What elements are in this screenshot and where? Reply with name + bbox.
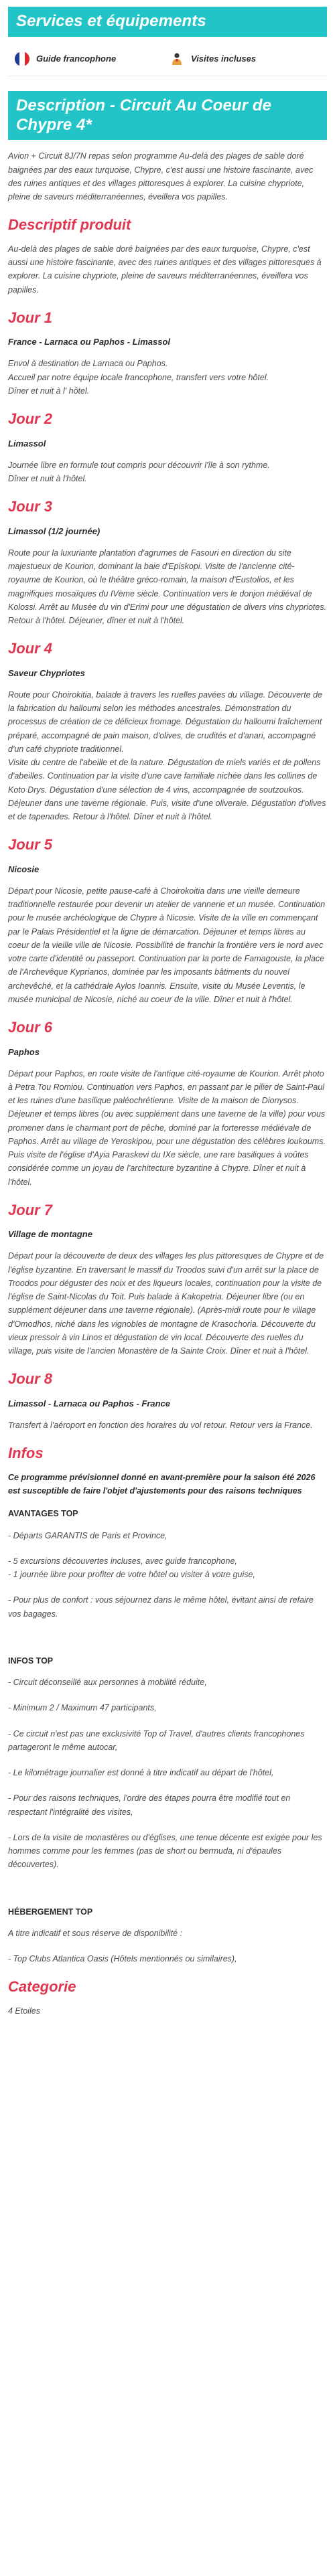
infostop-item: - Circuit déconseillé aux personnes à mobilité réduite, [8, 1678, 207, 1688]
spacer [8, 1633, 327, 1650]
service-guide [15, 52, 170, 66]
day-title: Jour 2 [8, 410, 53, 428]
description-banner: Description - Circuit Au Coeur de Chypre 4* [8, 91, 327, 141]
day-subtitle: France - Larnaca ou Paphos - Limassol [8, 337, 171, 347]
avantage-item: - Pour plus de confort : vous séjournez dans le même hôtel, évitant ainsi de refaire vos bagages. [8, 1595, 314, 1619]
produit-title: Descriptif produit [8, 216, 131, 234]
french-flag-icon [15, 52, 29, 66]
day-subtitle: Nicosie [8, 864, 40, 874]
spacer [8, 1884, 327, 1901]
day-title: Jour 3 [8, 498, 53, 515]
day-text: Transfert à l'aéroport en fonction des horaires du vol retour. Retour vers la France. [8, 1421, 313, 1431]
infostop-item: - Minimum 2 / Maximum 47 participants, [8, 1703, 157, 1713]
avantage-item: - Départs GARANTIS de Paris et Province, [8, 1530, 168, 1540]
day-title: Jour 7 [8, 1201, 53, 1218]
day-subtitle: Limassol [8, 438, 46, 449]
day-text: Envol à destination de Larnaca ou Paphos. Accueil par notre équipe locale francophone, transfert vers votre hôtel. Dîner et nuit à l' hôtel. [8, 359, 269, 396]
day-subtitle: Paphos [8, 1046, 40, 1057]
produit-text: Au-delà des plages de sable doré baignées par des eaux turquoise, Chypre, c'est aussi une histoire fascinante, avec des ruines antiques et des villages pittoresques à explorer. La cuisine chypriote, pleine de saveurs méditerranéennes, éveillera vos papilles. [8, 244, 322, 295]
day-5 [8, 835, 327, 1006]
day-1 [8, 309, 327, 398]
infos-title: Infos [8, 1445, 44, 1462]
service-guide-label: Guide francophone [36, 54, 117, 64]
categorie-value: 4 Etoiles [8, 2006, 40, 2016]
day-6 [8, 1018, 327, 1189]
description-intro: Avion + Circuit 8J/7N repas selon programme Au-delà des plages de sable doré baignées par des eaux turquoise, Chypre, c'est aussi une histoire fascinante, avec des ruines antiques et des villages pittoresques à explorer. La cuisine chypriote, pleine de saveurs méditerranéennes, éveillera vos papilles. [8, 151, 314, 202]
day-text: Journée libre en formule tout compris pour découvrir l'île à son rythme. Dîner et nuit à l'hôtel. [8, 460, 270, 483]
avantage-item: - 5 excursions découvertes incluses, avec guide francophone, - 1 journée libre pour profiter de votre hôtel ou visiter à votre guise, [8, 1556, 255, 1580]
infostop-heading: INFOS TOP [8, 1656, 54, 1666]
avantages-heading: AVANTAGES TOP [8, 1509, 78, 1519]
person-icon [170, 52, 184, 66]
day-title: Jour 4 [8, 640, 53, 657]
hebergement-item: A titre indicatif et sous réserve de disponibilité : [8, 1928, 183, 1938]
day-7 [8, 1201, 327, 1358]
service-visites [170, 52, 324, 66]
infostop-item: - Lors de la visite de monastères ou d'églises, une tenue décente est exigée pour les hommes comme pour les femmes (pas de short ou bermuda, ni d'épaules découvertes). [8, 1832, 322, 1870]
day-text: Départ pour Nicosie, petite pause-café à Choirokoitia dans une vieille demeure traditionnelle restaurée pour devenir un atelier de vannerie et un musée. Continuation pour le musée archéologique de Chypre à Nicosie. Visite de la ville en commençant par le Palais Présidentiel et la ligne de démarcation. Déjeuner et temps libres au coeur de la vieille ville de Nicosie. Possibilité de franchir la frontière vers le nord avec votre carte d'identité ou passeport. Continuation par la porte de Famagouste, la place de l'Archevêque Kyprianos, dominée par les imposants bâtiments du nouvel archevêché, et la cathédrale Aylos Ioannis. Ensuite, visite du Musée Leventis, le musée municipal de Nicosie, niché au coeur de la ville. Dîner et nuit à l'hôtel. [8, 886, 326, 1004]
day-title: Jour 1 [8, 309, 53, 326]
infostop-item: - Le kilométrage journalier est donné à titre indicatif au départ de l'hôtel, [8, 1768, 274, 1778]
day-text: Départ pour la découverte de deux des villages les plus pittoresques de Chypre et de l'église byzantine. En traversant le massif du Troodos suivi d'un arrêt sur la place de Troodos pour déguster des noix et des liqueurs locales, continuation pour la visite de l'église de Saint-Nicolas du Toit. Puis balade à Kakopetria. Déjeuner libre (ou en supplément déjeuner dans une taverne régionale). (Après-midi route pour le village d'Omodhos, niché dans les vignobles de montagne de Krasochoria. Découverte du vieux pressoir à vin Linos et dégustation de vin local. Découverte des ruelles du village, puis visite de l'ancien Monastère de la Sainte Croix. Dîner et nuit à l'hôtel. [8, 1251, 324, 1356]
day-title: Jour 8 [8, 1370, 53, 1388]
day-4 [8, 639, 327, 823]
day-subtitle: Village de montagne [8, 1229, 92, 1240]
services-banner: Services et équipements [8, 7, 327, 37]
infostop-item: - Pour des raisons techniques, l'ordre des étapes pourra être modifié tout en respectant l'intégralité des visites, [8, 1793, 291, 1817]
day-text: Départ pour Paphos, en route visite de l'antique cité-royaume de Kourion. Arrêt photo à Petra Tou Romiou. Continuation vers Paphos, en passant par le pilier de Saint-Paul et les ruines d'une basilique paléochrétienne. Visite de la maison de Dionysos. Déjeuner et temps libres (ou avec supplément dans une taverne de la ville) pour vous promener dans le charmant port de pêche, dominé par la forteresse médiévale de Paphos. Arrêt au village de Yeroskipou, pour une dégustation des célèbres loukoums. Puis visite de l'église d'Ayia Paraskevi du IXe siècle, une rare basiliques à voûtes considérée comme un joyau de l'architecture byzantine à Chypre. Dîner et nuit à l'hôtel. [8, 1068, 326, 1187]
day-text: Route pour la luxuriante plantation d'agrumes de Fasouri en direction du site majestueux de Kourion, dominant la baie d'Episkopi. Visite de l'ancienne cité-royaume de Kourion, où le théâtre gréco-romain, la maison d'Eustolios, et les magnifiques mosaïques du IVème siècle. Continuation vers le donjon médiéval de Kolossi. Arrêt au Musée du vin d'Erimi pour une dégustation de divers vins chypriotes. Retour à l'hôtel. Déjeuner, dîner et nuit à l'hôtel. [8, 548, 327, 626]
day-subtitle: Limassol - Larnaca ou Paphos - France [8, 1398, 171, 1408]
infostop-item: - Ce circuit n'est pas une exclusivité Top of Travel, d'autres clients francophones partageront le même autocar, [8, 1728, 305, 1752]
day-subtitle: Saveur Chypriotes [8, 667, 85, 678]
day-8 [8, 1370, 327, 1432]
day-title: Jour 5 [8, 836, 53, 854]
categorie-title: Categorie [8, 1978, 76, 1996]
service-visites-label: Visites incluses [191, 54, 257, 64]
infos-warning: Ce programme prévisionnel donné en avant-première pour la saison été 2026 est susceptible de faire l'objet d'ajustements pour des raisons techniques [8, 1472, 316, 1496]
hebergement-item: - Top Clubs Atlantica Oasis (Hôtels mentionnés ou similaires), [8, 1954, 237, 1964]
services-row [8, 46, 327, 76]
day-2 [8, 410, 327, 485]
day-title: Jour 6 [8, 1019, 53, 1036]
day-3 [8, 497, 327, 627]
hebergement-heading: HÉBERGEMENT TOP [8, 1907, 93, 1917]
day-text: Route pour Choirokitia, balade à travers les ruelles pavées du village. Découverte de la fabrication du halloumi selon les méthodes ancestrales. Démonstration du processus de création de ce délicieux fromage. Dégustation du halloumi fraîchement préparé, accompagné de pain maison, d'olives, de crudités et d'anari, accompagné d'un café chypriote traditionnel. Visite du centre de l'abeille et de la nature. Dégustation de miels variés et de pollens d'abeilles. Continuation par la visite d'une cave familiale nichée dans les collines de Koto Drys. Dégustation d'une sélection de 4 vins, accompagnée de soutzoukos. Déjeuner dans une taverne régionale. Puis, visite d'une oliveraie. Dégustation d'olives et de tapenades. Retour à l'hôtel. Dîner et nuit à l'hôtel. [8, 690, 326, 822]
day-subtitle: Limassol (1/2 journée) [8, 526, 100, 536]
